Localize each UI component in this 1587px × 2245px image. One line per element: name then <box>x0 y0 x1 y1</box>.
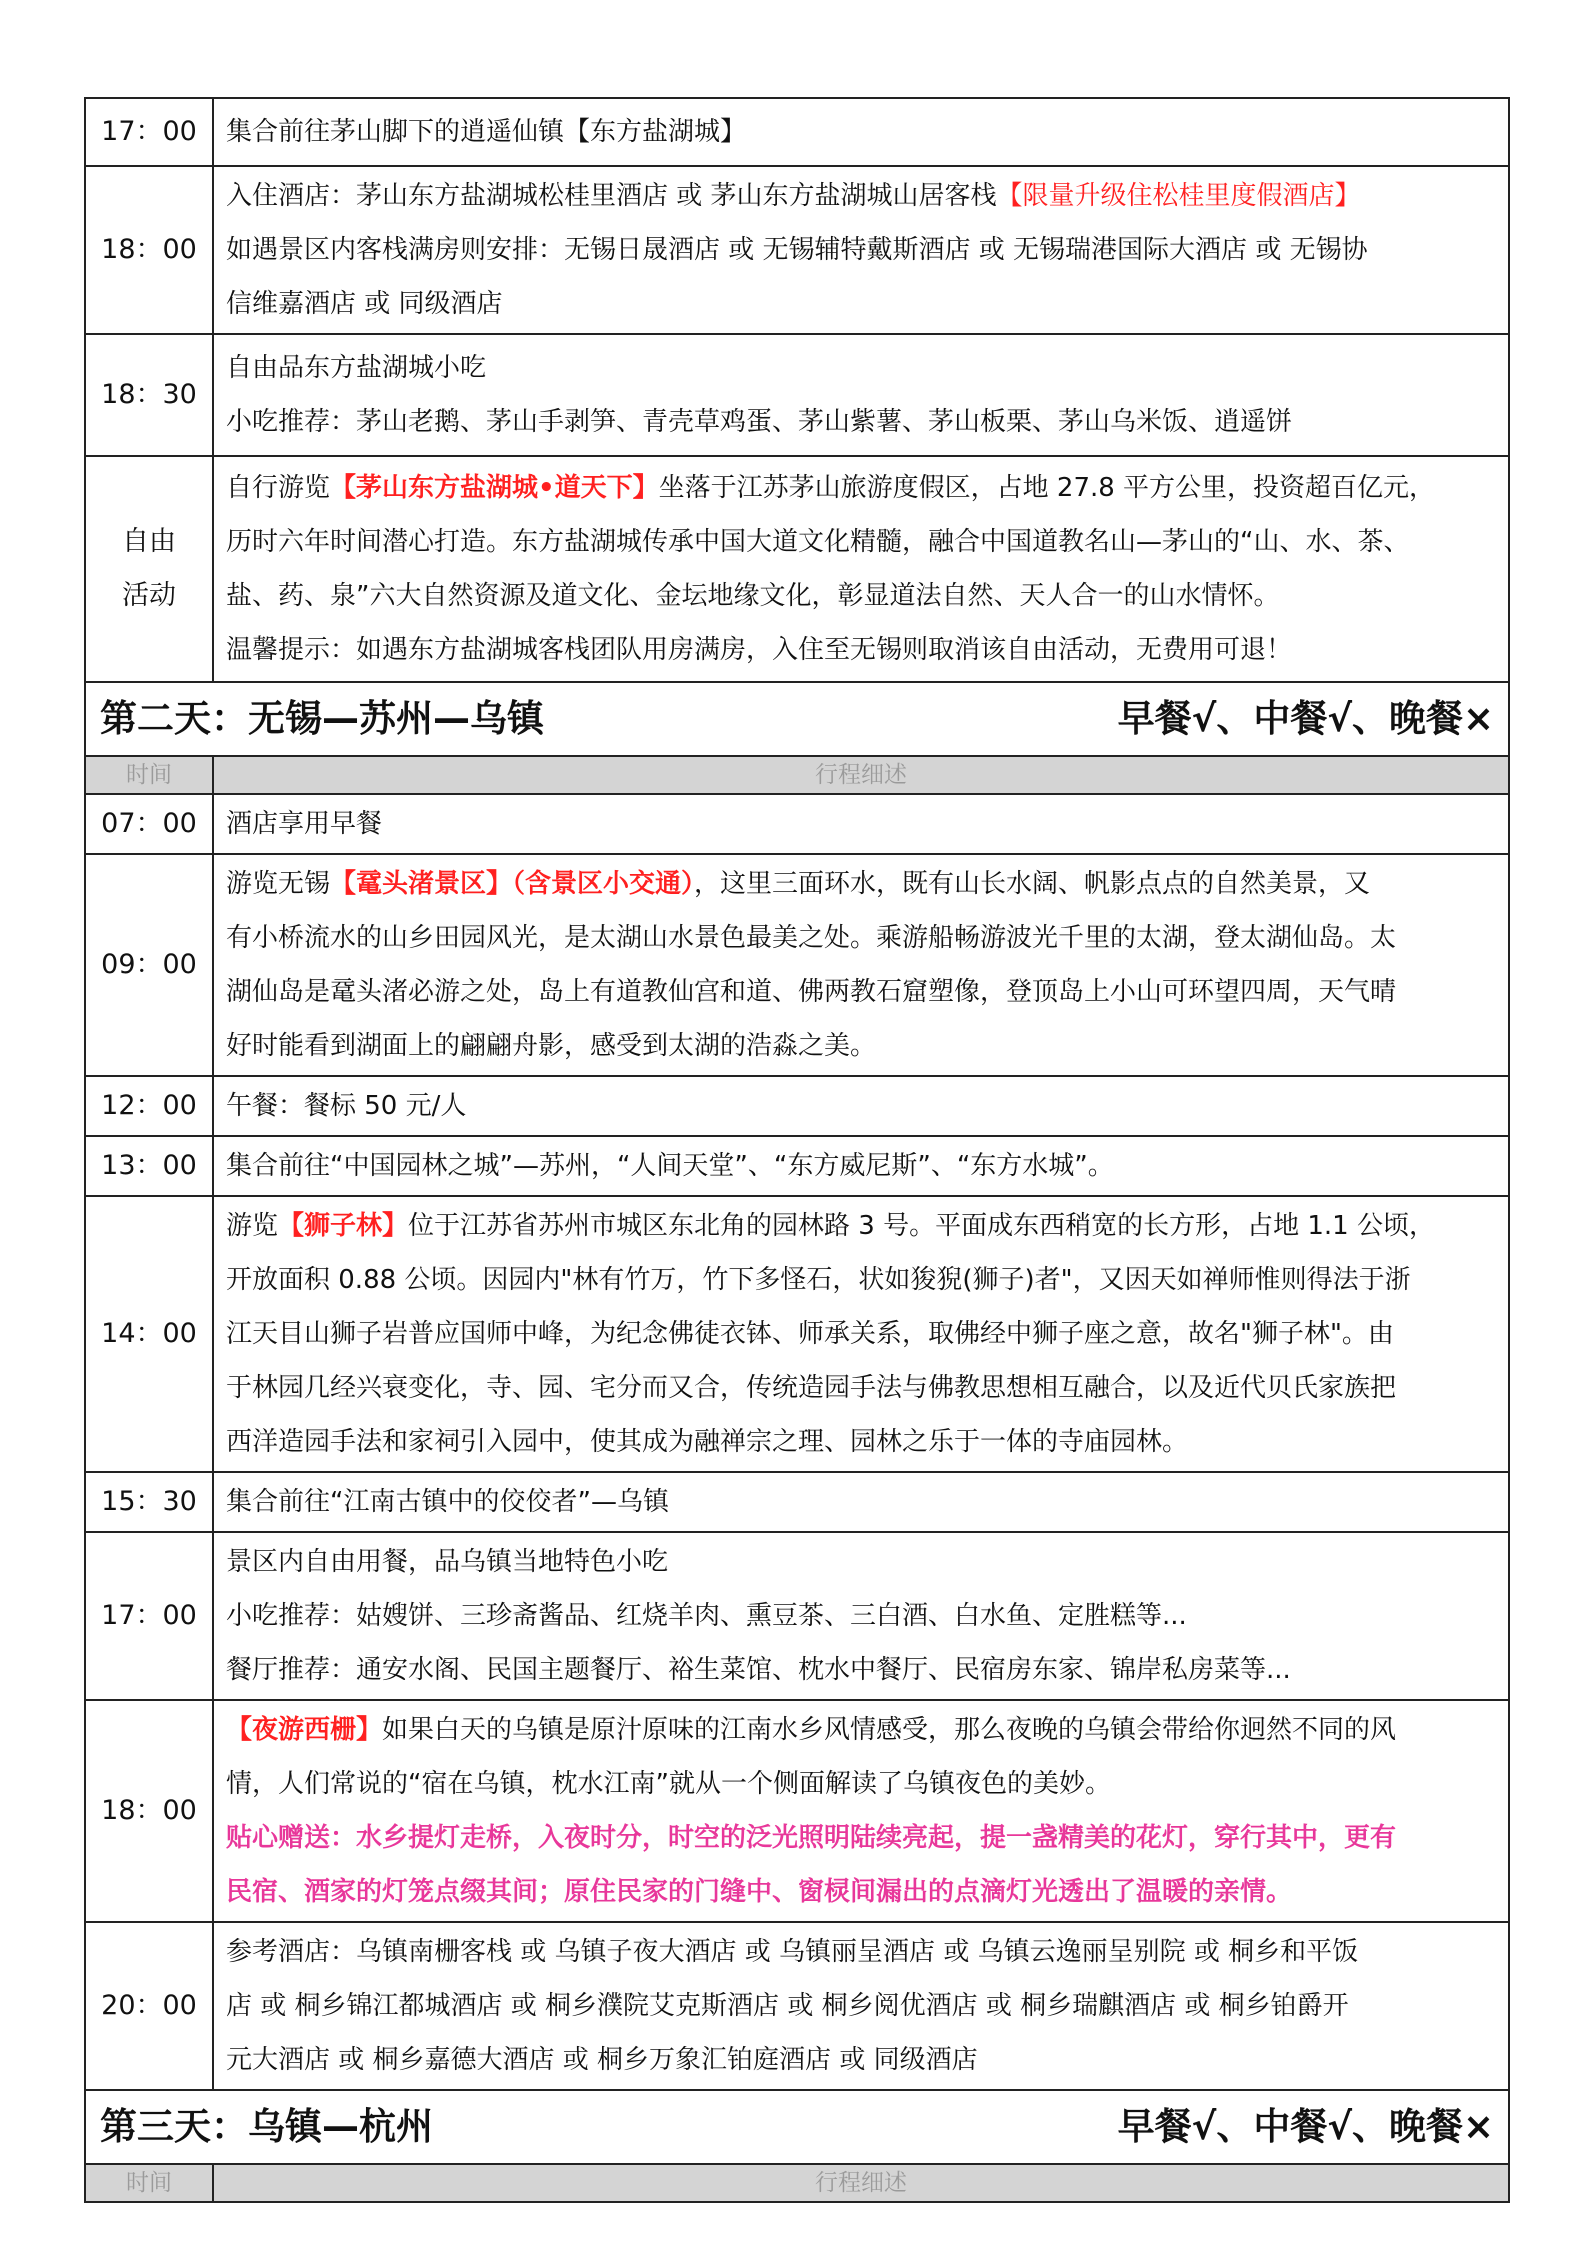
gift-line: 贴心赠送：水乡提灯走桥，入夜时分，时空的泛光照明陆续亮起，提一盏精美的花灯，穿行其中，更有 <box>226 1823 1397 1853</box>
description-line <box>226 857 1496 911</box>
description-line: 小吃推荐：姑嫂饼、三珍斋酱品、红烧羊肉、熏豆茶、三白酒、白水鱼、定胜糕等... <box>226 1601 1187 1631</box>
time-label: 活动 <box>122 580 176 611</box>
description-line: 餐厅推荐：通安水阁、民国主题餐厅、裕生菜馆、枕水中餐厅、民宿房东家、锦岸私房菜等... <box>226 1655 1291 1685</box>
day-title-cell <box>85 2090 1509 2164</box>
description-line <box>226 1199 1496 1253</box>
description-line: 好时能看到湖面上的翩翩舟影，感受到太湖的浩淼之美。 <box>226 1031 877 1061</box>
time-cell: 18：00 <box>85 166 213 334</box>
description-line: 有小桥流水的山乡田园风光，是太湖山水景色最美之处。乘游船畅游波光千里的太湖，登太湖仙岛。太 <box>226 923 1397 953</box>
day-title-row <box>85 2090 1509 2164</box>
description-line <box>226 461 1496 515</box>
description-line <box>226 1703 1496 1757</box>
hotel-line <box>226 169 1496 223</box>
schedule-row <box>85 1472 1509 1532</box>
time-cell: 14：00 <box>85 1196 213 1472</box>
time-cell: 13：00 <box>85 1136 213 1196</box>
description-line: 集合前往“江南古镇中的佼佼者”—乌镇 <box>226 1487 669 1517</box>
column-header-desc: 行程细述 <box>213 756 1509 794</box>
description-cell <box>213 794 1509 854</box>
description-cell <box>213 166 1509 334</box>
schedule-row <box>85 1076 1509 1136</box>
time-label: 自由 <box>122 526 176 557</box>
schedule-row <box>85 166 1509 334</box>
description-line: 开放面积 0.88 公顷。因园内"林有竹万，竹下多怪石，状如狻猊(狮子)者"，又因天如禅师惟则得法于浙 <box>226 1265 1411 1295</box>
description-line: 历时六年时间潜心打造。东方盐湖城传承中国大道文化精髓，融合中国道教名山—茅山的“山、水、茶、 <box>226 527 1410 557</box>
schedule-row <box>85 1700 1509 1922</box>
description-line: 自由品东方盐湖城小吃 <box>226 353 487 383</box>
column-header-row <box>85 2164 1509 2202</box>
description-line: 集合前往茅山脚下的逍遥仙镇【东方盐湖城】 <box>226 117 747 147</box>
description-cell <box>213 1922 1509 2090</box>
schedule-row <box>85 456 1509 682</box>
schedule-row <box>85 1532 1509 1700</box>
column-header-row <box>85 756 1509 794</box>
day-title-row <box>85 682 1509 756</box>
schedule-row <box>85 794 1509 854</box>
schedule-row <box>85 1136 1509 1196</box>
description-line: 景区内自由用餐，品乌镇当地特色小吃 <box>226 1547 669 1577</box>
attraction-highlight: 【狮子林】 <box>278 1211 409 1241</box>
description-cell <box>213 98 1509 166</box>
description-line: 酒店享用早餐 <box>226 809 383 839</box>
time-cell: 17：00 <box>85 98 213 166</box>
description-line: 店 或 桐乡锦江都城酒店 或 桐乡濮院艾克斯酒店 或 桐乡阅优酒店 或 桐乡瑞麒酒店 或 桐乡铂爵开 <box>226 1991 1349 2021</box>
time-cell: 15：30 <box>85 1472 213 1532</box>
description-line: 如遇景区内客栈满房则安排：无锡日晟酒店 或 无锡辅特戴斯酒店 或 无锡瑞港国际大酒店 或 无锡协 <box>226 235 1368 265</box>
text-segment: 游览无锡 <box>226 869 331 899</box>
tip-line: 温馨提示：如遇东方盐湖城客栈团队用房满房，入住至无锡则取消该自由活动，无费用可退！ <box>226 635 1293 665</box>
description-line: 信维嘉酒店 或 同级酒店 <box>226 289 503 319</box>
schedule-row <box>85 1196 1509 1472</box>
text-segment: 位于江苏省苏州市城区东北角的园林路 3 号。平面成东西稍宽的长方形，占地 1.1 公顷， <box>408 1211 1435 1241</box>
day-title: 第三天：乌镇—杭州 <box>100 2105 433 2148</box>
description-line: 湖仙岛是鼋头渚必游之处，岛上有道教仙宫和道、佛两教石窟塑像，登顶岛上小山可环望四周，天气晴 <box>226 977 1397 1007</box>
description-line: 元大酒店 或 桐乡嘉德大酒店 或 桐乡万象汇铂庭酒店 或 同级酒店 <box>226 2045 978 2075</box>
attraction-highlight: 【夜游西栅】 <box>226 1715 383 1745</box>
description-line: 于林园几经兴衰变化，寺、园、宅分而又合，传统造园手法与佛教思想相互融合，以及近代贝氏家族把 <box>226 1373 1397 1403</box>
time-cell: 18：30 <box>85 334 213 456</box>
description-cell <box>213 1136 1509 1196</box>
day-title: 第二天：无锡—苏州—乌镇 <box>100 697 544 740</box>
attraction-highlight: 【鼋头渚景区】（含景区小交通） <box>330 869 695 899</box>
description-line: 西洋造园手法和家祠引入园中，使其成为融禅宗之理、园林之乐于一体的寺庙园林。 <box>226 1427 1189 1457</box>
itinerary-page <box>84 97 1510 2203</box>
upgrade-highlight: 【限量升级住松桂里度假酒店】 <box>996 181 1361 211</box>
description-cell <box>213 1700 1509 1922</box>
column-header-time: 时间 <box>85 756 213 794</box>
schedule-row <box>85 854 1509 1076</box>
description-cell <box>213 334 1509 456</box>
text-segment: 自行游览 <box>226 473 331 503</box>
time-cell: 07：00 <box>85 794 213 854</box>
hotel-text: 入住酒店：茅山东方盐湖城松桂里酒店 或 茅山东方盐湖城山居客栈 <box>226 181 997 211</box>
gift-line: 民宿、酒家的灯笼点缀其间；原住民家的门缝中、窗棂间漏出的点滴灯光透出了温暖的亲情。 <box>226 1877 1293 1907</box>
description-cell <box>213 854 1509 1076</box>
description-cell <box>213 456 1509 682</box>
description-line: 江天目山狮子岩普应国师中峰，为纪念佛徒衣钵、师承关系，取佛经中狮子座之意，故名"狮子林"。由 <box>226 1319 1394 1349</box>
time-cell: 17：00 <box>85 1532 213 1700</box>
text-segment: 如果白天的乌镇是原汁原味的江南水乡风情感受，那么夜晚的乌镇会带给你迥然不同的风 <box>382 1715 1397 1745</box>
time-cell <box>85 456 213 682</box>
schedule-row <box>85 98 1509 166</box>
time-cell: 12：00 <box>85 1076 213 1136</box>
day-meals: 早餐√、中餐√、晚餐× <box>1117 2105 1494 2148</box>
time-cell: 20：00 <box>85 1922 213 2090</box>
text-segment: 坐落于江苏茅山旅游度假区，占地 27.8 平方公里，投资超百亿元， <box>658 473 1436 503</box>
text-segment: 游览 <box>226 1211 279 1241</box>
description-cell <box>213 1196 1509 1472</box>
day-meals: 早餐√、中餐√、晚餐× <box>1117 697 1494 740</box>
description-cell <box>213 1532 1509 1700</box>
itinerary-table <box>84 97 1510 2203</box>
attraction-highlight: 【茅山东方盐湖城•道天下】 <box>330 473 659 503</box>
description-line: 小吃推荐：茅山老鹅、茅山手剥笋、青壳草鸡蛋、茅山紫薯、茅山板栗、茅山乌米饭、逍遥饼 <box>226 407 1293 437</box>
column-header-desc: 行程细述 <box>213 2164 1509 2202</box>
description-line: 参考酒店：乌镇南栅客栈 或 乌镇子夜大酒店 或 乌镇丽呈酒店 或 乌镇云逸丽呈别院 或 桐乡和平饭 <box>226 1937 1359 1967</box>
day-title-cell <box>85 682 1509 756</box>
description-line: 情，人们常说的“宿在乌镇，枕水江南”就从一个侧面解读了乌镇夜色的美妙。 <box>226 1769 1111 1799</box>
description-line: 盐、药、泉”六大自然资源及道文化、金坛地缘文化，彰显道法自然、天人合一的山水情怀。 <box>226 581 1280 611</box>
description-cell <box>213 1472 1509 1532</box>
column-header-time: 时间 <box>85 2164 213 2202</box>
time-cell: 18：00 <box>85 1700 213 1922</box>
description-line: 午餐：餐标 50 元/人 <box>226 1091 467 1121</box>
text-segment: ，这里三面环水，既有山长水阔、帆影点点的自然美景，又 <box>694 869 1371 899</box>
schedule-row <box>85 1922 1509 2090</box>
schedule-row <box>85 334 1509 456</box>
description-line: 集合前往“中国园林之城”—苏州，“人间天堂”、“东方威尼斯”、“东方水城”。 <box>226 1151 1114 1181</box>
time-cell: 09：00 <box>85 854 213 1076</box>
description-cell <box>213 1076 1509 1136</box>
